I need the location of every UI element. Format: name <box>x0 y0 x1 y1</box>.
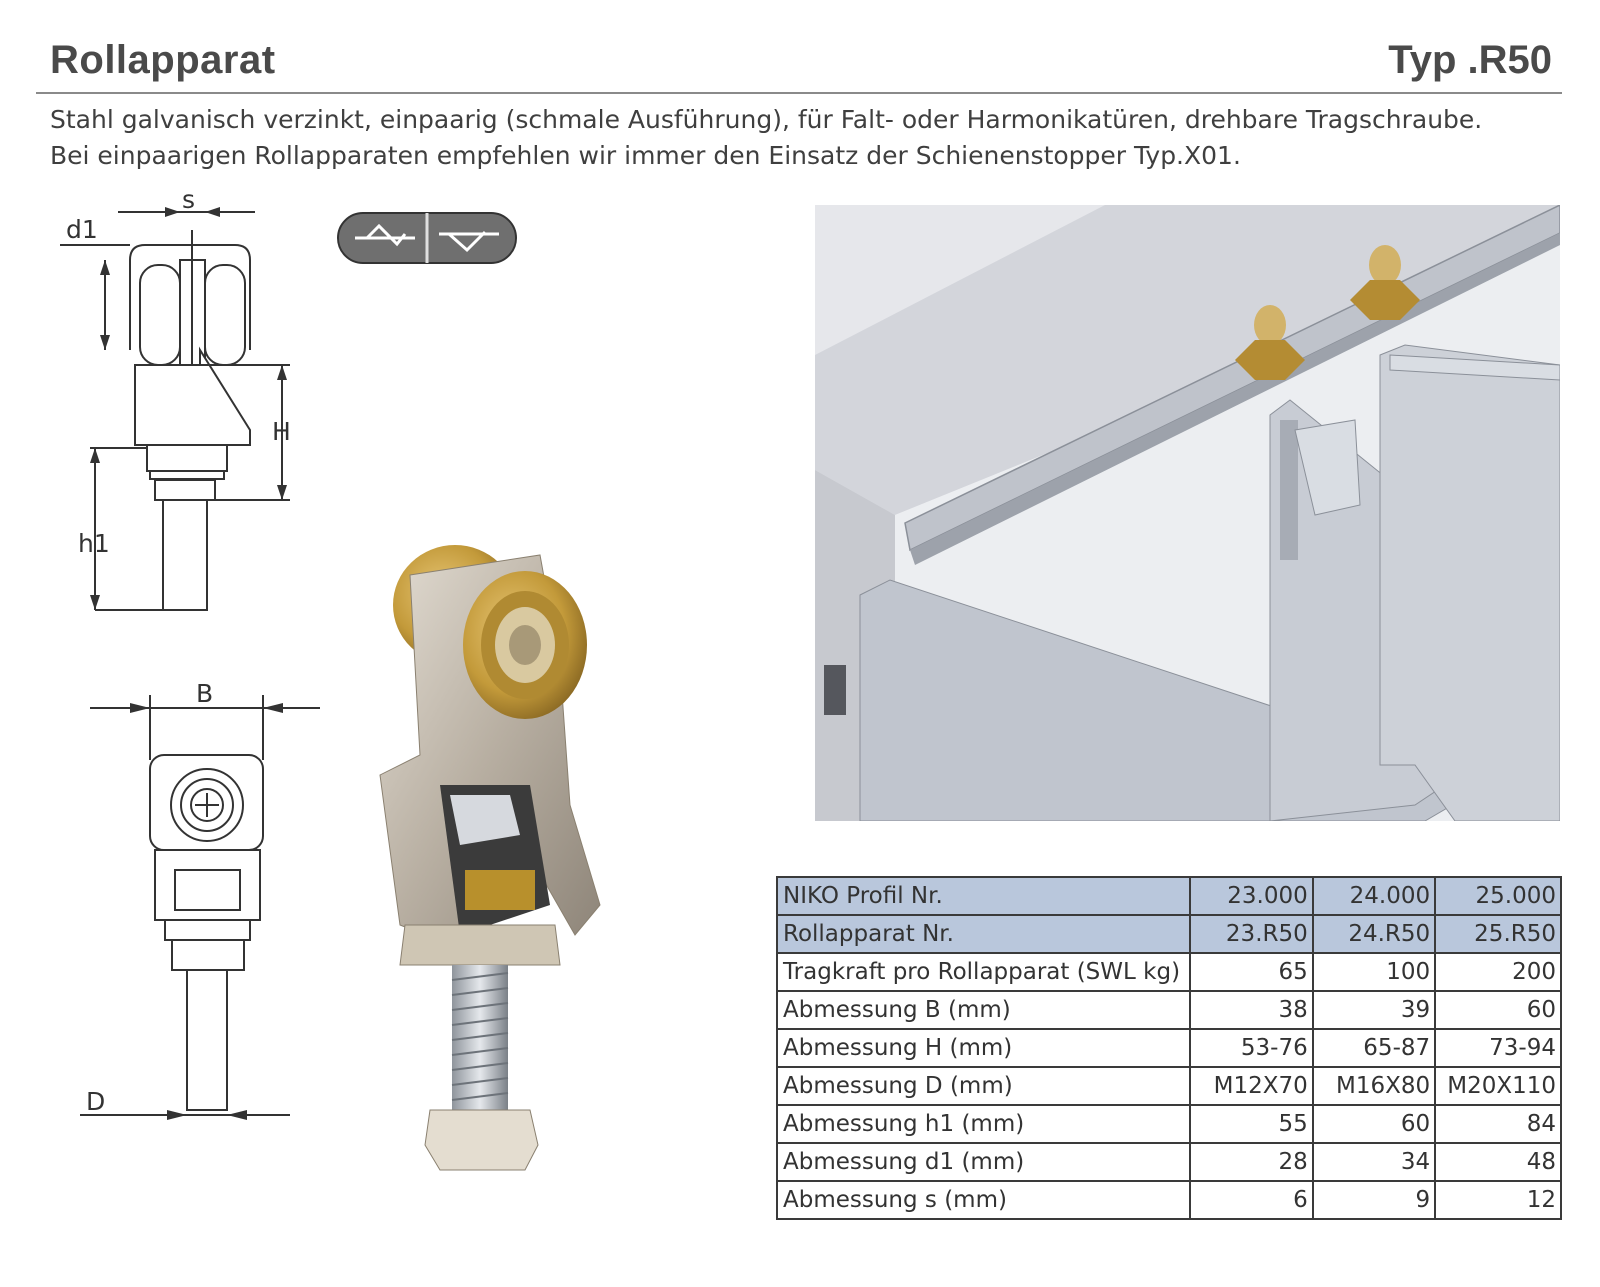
description-line-2: Bei einpaarigen Rollapparaten empfehlen wir immer den Einsatz der Schienenstopper Typ.X01. <box>50 141 1241 170</box>
cell-value: 60 <box>1313 1105 1435 1143</box>
cell-value: 24.000 <box>1313 877 1435 915</box>
table-row-s <box>777 1181 1561 1219</box>
cell-value: 25.R50 <box>1435 915 1561 953</box>
dim-label-d1: d1 <box>66 215 98 244</box>
row-label: Abmessung h1 (mm) <box>777 1105 1190 1143</box>
cell-value: 25.000 <box>1435 877 1561 915</box>
row-label: Abmessung s (mm) <box>777 1181 1190 1219</box>
dim-label-s: s <box>182 190 196 214</box>
row-label: Abmessung B (mm) <box>777 991 1190 1029</box>
cell-value: 53-76 <box>1190 1029 1312 1067</box>
cell-value: M20X110 <box>1435 1067 1561 1105</box>
cell-value: 200 <box>1435 953 1561 991</box>
product-description <box>50 102 1560 174</box>
row-label: Abmessung H (mm) <box>777 1029 1190 1067</box>
table-row-d <box>777 1067 1561 1105</box>
cell-value: M16X80 <box>1313 1067 1435 1105</box>
cell-value: 34 <box>1313 1143 1435 1181</box>
dim-label-h1: h1 <box>78 529 110 558</box>
spec-table <box>776 876 1562 1220</box>
cell-value: 39 <box>1313 991 1435 1029</box>
table-row-b <box>777 991 1561 1029</box>
cell-value: 28 <box>1190 1143 1312 1181</box>
row-label: Abmessung D (mm) <box>777 1067 1190 1105</box>
cell-value: 60 <box>1435 991 1561 1029</box>
table-row-article <box>777 915 1561 953</box>
cell-value: 12 <box>1435 1181 1561 1219</box>
type-code: Typ .R50 <box>1388 38 1552 82</box>
folding-door-installation-image <box>815 205 1560 821</box>
cell-value: 24.R50 <box>1313 915 1435 953</box>
cell-value: 6 <box>1190 1181 1312 1219</box>
row-label: Tragkraft pro Rollapparat (SWL kg) <box>777 953 1190 991</box>
rail-profile-icon <box>337 212 517 264</box>
description-line-1: Stahl galvanisch verzinkt, einpaarig (schmale Ausführung), für Falt- oder Harmonikatüren, drehbare Tragschraube. <box>50 105 1483 134</box>
cell-value: 9 <box>1313 1181 1435 1219</box>
header-divider <box>36 92 1562 94</box>
cell-value: 23.000 <box>1190 877 1312 915</box>
cell-value: 55 <box>1190 1105 1312 1143</box>
row-label: Abmessung d1 (mm) <box>777 1143 1190 1181</box>
page-title: Rollapparat <box>50 38 276 82</box>
cell-value: 65-87 <box>1313 1029 1435 1067</box>
dim-label-b: B <box>196 679 214 708</box>
table-row-d1 <box>777 1143 1561 1181</box>
row-label: NIKO Profil Nr. <box>777 877 1190 915</box>
table-row-h <box>777 1029 1561 1067</box>
table-row-load <box>777 953 1561 991</box>
table-row-profile <box>777 877 1561 915</box>
dim-label-h: H <box>272 417 291 446</box>
cell-value: 38 <box>1190 991 1312 1029</box>
cell-value: 100 <box>1313 953 1435 991</box>
cell-value: 23.R50 <box>1190 915 1312 953</box>
row-label: Rollapparat Nr. <box>777 915 1190 953</box>
table-row-h1 <box>777 1105 1561 1143</box>
cell-value: 48 <box>1435 1143 1561 1181</box>
cell-value: 65 <box>1190 953 1312 991</box>
roller-assembly-image <box>360 545 620 1195</box>
dim-label-d: D <box>86 1087 106 1116</box>
cell-value: 84 <box>1435 1105 1561 1143</box>
cell-value: 73-94 <box>1435 1029 1561 1067</box>
cell-value: M12X70 <box>1190 1067 1312 1105</box>
